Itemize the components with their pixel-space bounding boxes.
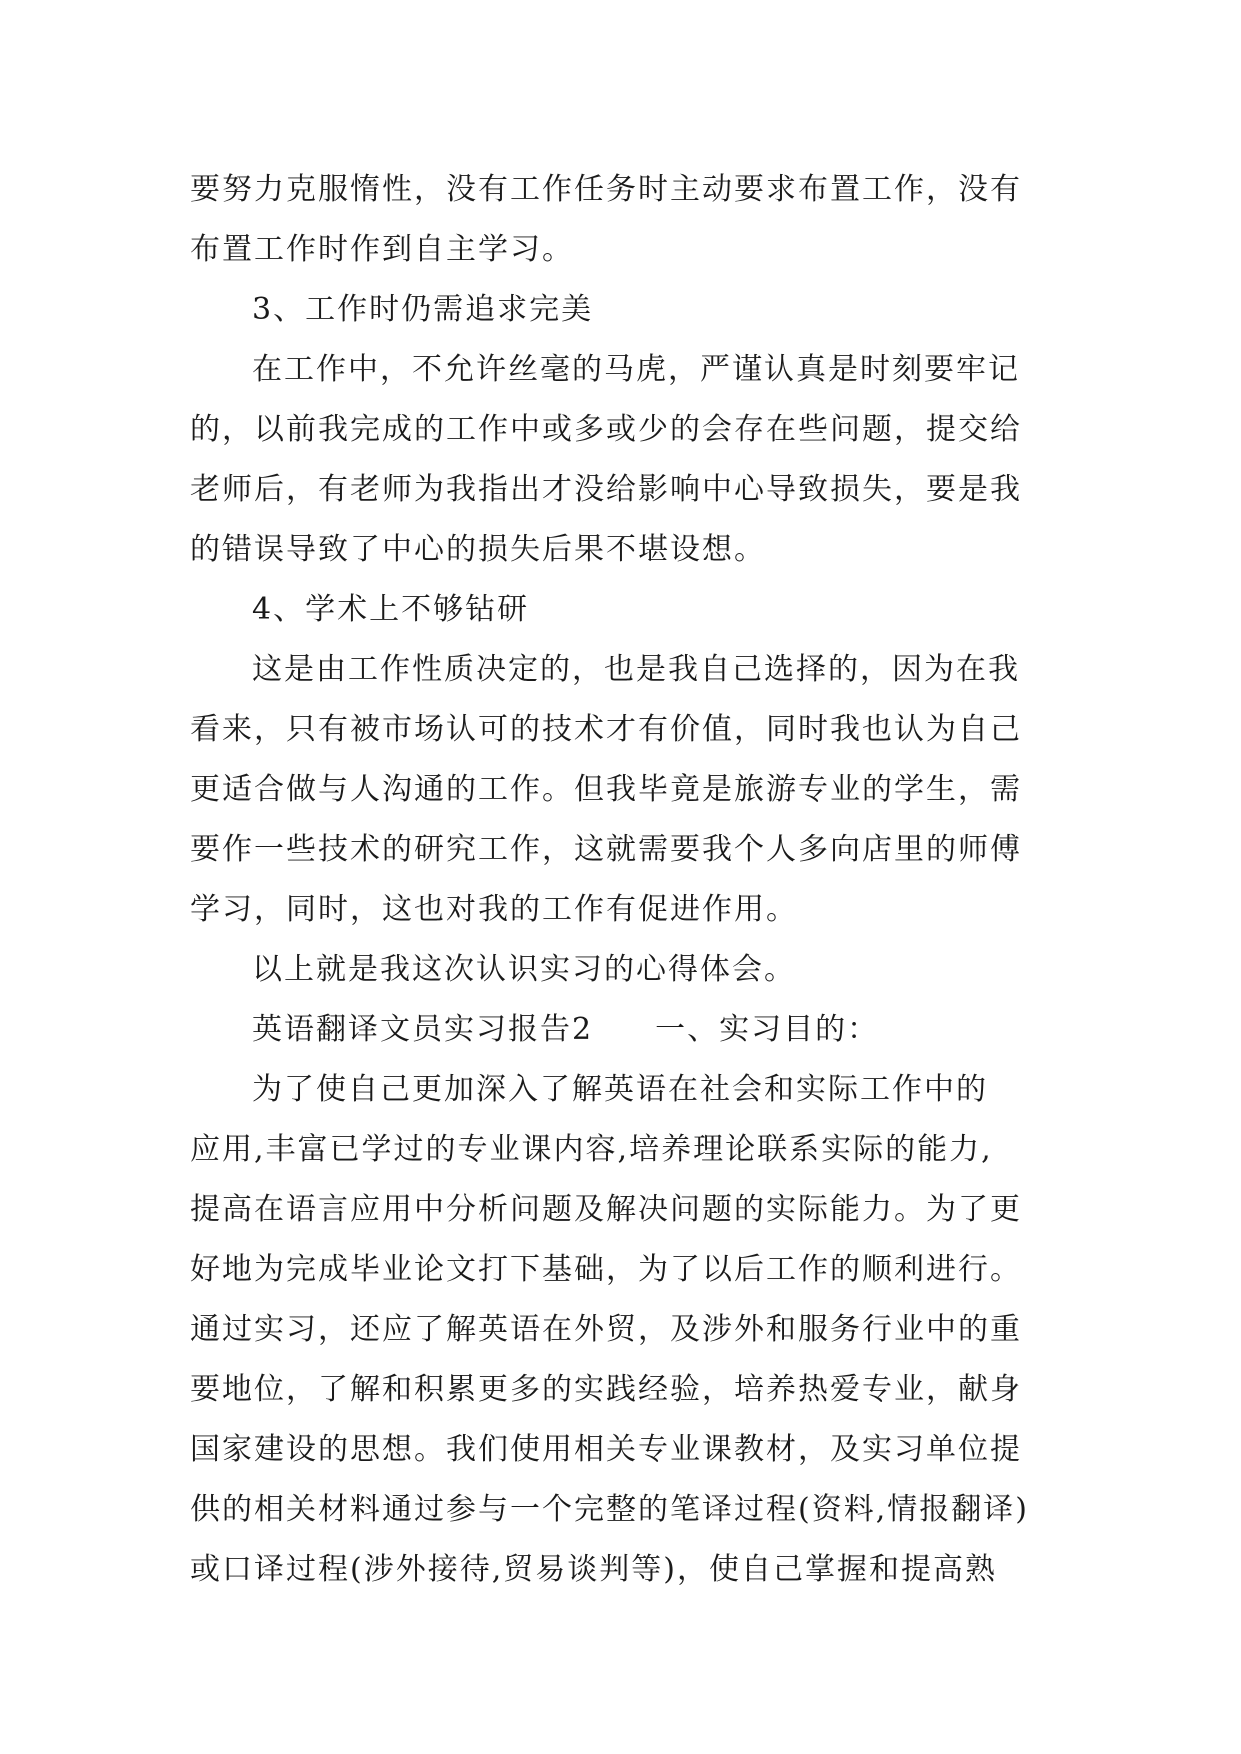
text-line: 以上就是我这次认识实习的心得体会。 xyxy=(252,952,796,987)
text-line: 看来，只有被市场认可的技术才有价值，同时我也认为自己 xyxy=(190,712,1022,747)
text-line: 应用,丰富已学过的专业课内容,培养理论联系实际的能力, xyxy=(190,1132,993,1167)
text-line: 通过实习，还应了解英语在外贸，及涉外和服务行业中的重 xyxy=(190,1312,1022,1347)
section-heading-1: 一、实习目的： xyxy=(655,1012,880,1047)
text-line: 国家建设的思想。我们使用相关专业课教材，及实习单位提 xyxy=(190,1432,1022,1467)
text-line: 更适合做与人沟通的工作。但我毕竟是旅游专业的学生，需 xyxy=(190,772,1022,807)
text-line: 老师后，有老师为我指出才没给影响中心导致损失，要是我 xyxy=(190,472,1022,507)
text-line: 在工作中，不允许丝毫的马虎，严谨认真是时刻要牢记 xyxy=(252,352,1020,387)
text-line: 提高在语言应用中分析问题及解决问题的实际能力。为了更 xyxy=(190,1192,1022,1227)
text-line: 的，以前我完成的工作中或多或少的会存在些问题，提交给 xyxy=(190,412,1022,447)
report-title: 英语翻译文员实习报告2 xyxy=(252,1012,594,1047)
text-line: 要地位，了解和积累更多的实践经验，培养热爱专业，献身 xyxy=(190,1372,1022,1407)
report-title-line xyxy=(190,1000,1070,1060)
text-line: 布置工作时作到自主学习。 xyxy=(190,232,574,267)
section-heading-3: 3、工作时仍需追求完美 xyxy=(252,292,594,327)
text-line: 学习，同时，这也对我的工作有促进作用。 xyxy=(190,892,798,927)
text-line: 好地为完成毕业论文打下基础，为了以后工作的顺利进行。 xyxy=(190,1252,1022,1287)
body-text xyxy=(190,160,1070,1600)
text-line: 或口译过程(涉外接待,贸易谈判等)，使自己掌握和提高熟 xyxy=(190,1552,997,1587)
text-line: 要作一些技术的研究工作，这就需要我个人多向店里的师傅 xyxy=(190,832,1022,867)
text-line: 供的相关材料通过参与一个完整的笔译过程(资料,情报翻译) xyxy=(190,1492,1029,1527)
section-heading-4: 4、学术上不够钻研 xyxy=(252,592,530,627)
text-line: 为了使自己更加深入了解英语在社会和实际工作中的 xyxy=(252,1072,988,1107)
text-line: 的错误导致了中心的损失后果不堪设想。 xyxy=(190,532,766,567)
text-line: 要努力克服惰性，没有工作任务时主动要求布置工作，没有 xyxy=(190,172,1022,207)
text-line: 这是由工作性质决定的，也是我自己选择的，因为在我 xyxy=(252,652,1020,687)
